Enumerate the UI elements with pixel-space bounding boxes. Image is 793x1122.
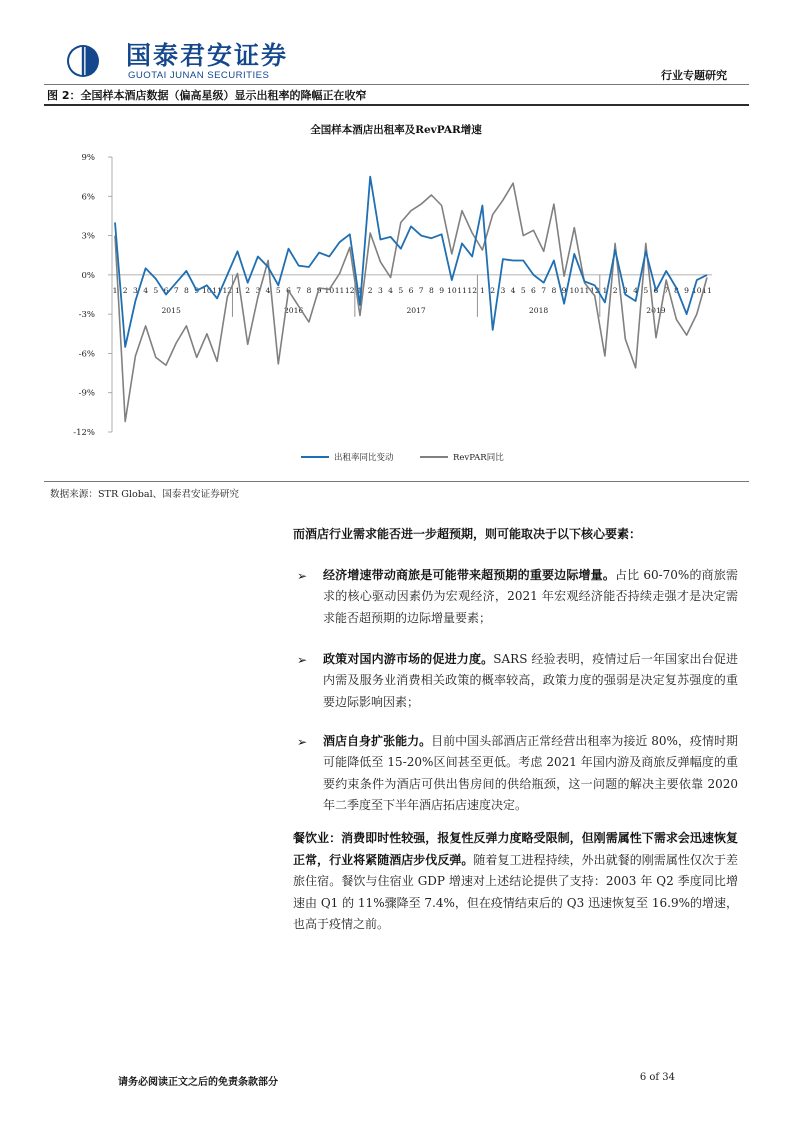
x-tick-label: 5	[398, 285, 404, 295]
x-tick-label: 5	[275, 285, 281, 295]
page-number: 6 of 34	[639, 1072, 675, 1083]
series-line-occupancy	[112, 177, 707, 347]
x-tick-label: 6	[286, 285, 291, 295]
x-tick-label: 6	[408, 285, 414, 295]
x-tick-label: 2	[490, 285, 496, 295]
x-tick-label: 11	[457, 285, 467, 295]
bullet-paragraph-policy	[323, 649, 738, 713]
x-tick-label: 7	[173, 285, 179, 295]
section-heading: 而酒店行业需求能否进一步超预期，则可能取决于以下核心要素：	[293, 527, 642, 541]
x-tick-label: 9	[684, 285, 690, 295]
x-tick-label: 2	[367, 285, 373, 295]
year-label: 2019	[646, 305, 666, 315]
x-tick-label: 1	[235, 285, 240, 295]
y-tick-label: -3%	[78, 310, 95, 321]
bullet-text: SARS 经验表明，疫情过后一年国家出台促进内需及服务业消费相关政策的概率较高，政策力度的强弱是决定复苏强度的重要边际影响因素；	[323, 652, 738, 709]
catering-text: 随着复工进程持续，外出就餐的刚需属性仅次于差旅住宿。餐饮与住宿业 GDP 增速对上述结论提供了支持：2003 年 Q2 季度同比增速由 Q1 的 11%骤降至 7.4%，但在疫情结束后的 Q3 迅速恢复至 16.9%的增速，也高于疫情之前。	[293, 852, 738, 931]
series-line-revpar	[112, 183, 707, 421]
year-label: 2015	[161, 305, 181, 315]
x-tick-label: 4	[143, 285, 149, 295]
bullet-arrow-icon: ➢	[297, 569, 308, 583]
catering-lead: 餐饮业：消费即时性较强，报复性反弹力度略受限制，但刚需属性下需求会迅速恢复正常，行业将紧随酒店步伐反弹。	[293, 831, 738, 867]
line-chart	[44, 110, 749, 482]
x-tick-label: 7	[296, 285, 302, 295]
bullet-arrow-icon: ➢	[297, 735, 308, 749]
y-tick-label: 6%	[81, 192, 95, 203]
bullet-paragraph-expansion	[323, 731, 738, 816]
y-tick-label: -6%	[78, 349, 95, 360]
x-tick-label: 12	[222, 285, 233, 295]
x-tick-label: 7	[541, 285, 547, 295]
x-tick-label: 6	[163, 285, 169, 295]
y-tick-label: 3%	[81, 231, 95, 242]
x-tick-label: 3	[500, 285, 506, 295]
x-tick-label: 4	[265, 285, 271, 295]
bullet-paragraph-economy	[323, 565, 738, 629]
bullet-lead: 经济增速带动商旅是可能带来超预期的重要边际增量。	[323, 568, 616, 582]
y-tick-label: -12%	[73, 428, 95, 438]
figure-caption: 图 2：全国样本酒店数据（偏高星级）显示出租率的降幅正在收窄	[47, 89, 367, 102]
x-tick-label: 11	[334, 285, 345, 295]
x-tick-label: 3	[255, 285, 261, 295]
x-tick-label: 8	[673, 285, 679, 295]
bullet-text: 目前中国头部酒店正常经营出租率为接近 80%，疫情时期可能降低至 15-20%区间甚至更低。考虑 2021 年国内游及商旅反弹幅度的重要约束条件为酒店可供出售房间的供给瓶颈，这一问题的解决主要依靠 2020 年二季度至下半年酒店拓店速度决定。	[323, 734, 738, 812]
x-tick-label: 9	[194, 285, 200, 295]
x-tick-label: 11	[702, 285, 712, 295]
x-tick-label: 1	[602, 285, 608, 295]
bullet-arrow-icon: ➢	[297, 653, 308, 667]
x-tick-label: 1	[480, 285, 485, 295]
x-tick-label: 7	[418, 285, 424, 295]
x-tick-label: 8	[551, 285, 557, 295]
x-tick-label: 11	[212, 285, 222, 295]
x-tick-label: 8	[428, 285, 434, 295]
report-type-label: 行业专题研究	[661, 69, 727, 82]
x-tick-label: 3	[132, 285, 138, 295]
x-tick-label: 10	[324, 285, 335, 295]
x-tick-label: 12	[589, 285, 600, 295]
x-tick-label: 10	[691, 285, 702, 295]
source-divider	[44, 481, 749, 482]
x-tick-label: 2	[245, 285, 251, 295]
x-tick-label: 12	[344, 285, 355, 295]
x-tick-label: 4	[510, 285, 516, 295]
x-tick-label: 1	[112, 285, 118, 295]
disclaimer-note: 请务必阅读正文之后的免责条款部分	[118, 1077, 278, 1088]
x-tick-label: 2	[612, 285, 618, 295]
x-tick-label: 6	[531, 285, 536, 295]
x-tick-label: 3	[622, 285, 628, 295]
guotai-junan-logo-icon	[66, 44, 100, 78]
x-tick-label: 10	[569, 285, 580, 295]
x-tick-label: 9	[439, 285, 445, 295]
legend-label-occupancy: 出租率同比变动	[334, 453, 394, 463]
header-divider	[44, 84, 749, 85]
year-label: 2016	[283, 305, 304, 315]
x-tick-label: 2	[122, 285, 128, 295]
x-tick-label: 6	[653, 285, 659, 295]
x-tick-label: 3	[377, 285, 383, 295]
year-label: 2017	[406, 305, 426, 315]
year-label: 2018	[528, 305, 549, 315]
catering-paragraph	[293, 828, 738, 936]
x-tick-label: 9	[561, 285, 567, 295]
legend-label-revpar: RevPAR同比	[453, 453, 504, 463]
x-tick-label: 4	[633, 285, 638, 295]
brand-name-cn: 国泰君安证券	[126, 41, 289, 70]
y-tick-label: 0%	[81, 270, 95, 281]
bullet-lead: 政策对国内游市场的促进力度。	[323, 652, 494, 666]
bullet-lead: 酒店自身扩张能力。	[323, 734, 432, 748]
x-tick-label: 8	[306, 285, 312, 295]
x-tick-label: 5	[153, 285, 159, 295]
figure-source: 数据来源：STR Global、国泰君安证券研究	[50, 489, 239, 500]
bullet-text: 占比 60-70%的商旅需求的核心驱动因素仍为宏观经济，2021 年宏观经济能否持续走强才是决定需求能否超预期的边际增量要素；	[323, 568, 738, 625]
chart-title: 全国样本酒店出租率及RevPAR增速	[310, 124, 482, 136]
x-tick-label: 10	[202, 285, 212, 295]
y-tick-label: -9%	[78, 388, 95, 399]
y-tick-label: 9%	[81, 153, 95, 163]
x-tick-label: 8	[184, 285, 189, 295]
x-tick-label: 12	[467, 285, 478, 295]
x-tick-label: 4	[388, 285, 394, 295]
x-tick-label: 9	[316, 285, 322, 295]
x-tick-label: 5	[643, 285, 649, 295]
x-tick-label: 11	[579, 285, 590, 295]
x-tick-label: 1	[357, 285, 363, 295]
x-tick-label: 10	[446, 285, 457, 295]
x-tick-label: 5	[520, 285, 526, 295]
brand-name-en: GUOTAI JUNAN SECURITIES	[128, 70, 270, 81]
x-tick-label: 7	[663, 285, 669, 295]
caption-divider	[44, 104, 749, 106]
